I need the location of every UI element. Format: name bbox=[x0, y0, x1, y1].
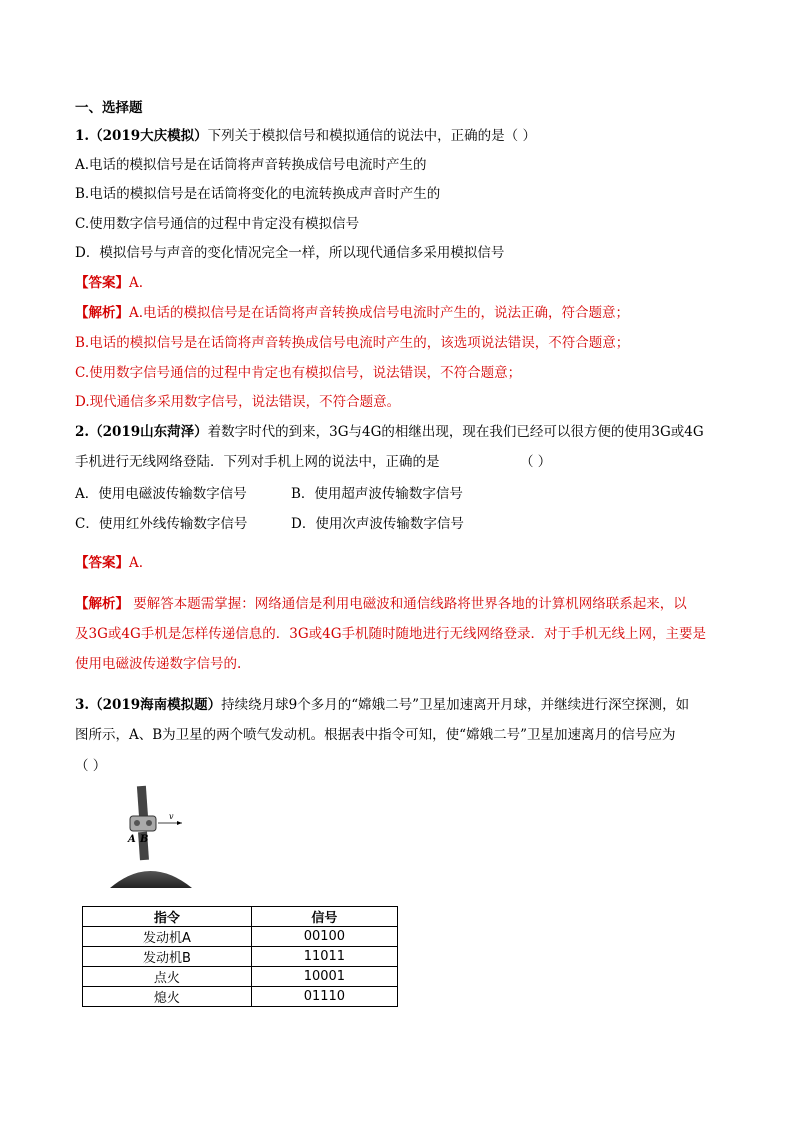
engine-a bbox=[134, 820, 140, 826]
question-3 bbox=[75, 695, 689, 715]
analysis-1-line-4: D.现代通信多采用数字信号，说法错误，不符合题意。 bbox=[75, 394, 401, 410]
table-cell: 01110 bbox=[251, 987, 397, 1007]
question-2-line-2 bbox=[75, 452, 440, 472]
arrow-head bbox=[177, 821, 182, 825]
satellite-body bbox=[130, 816, 156, 831]
question-source: （2019大庆模拟） bbox=[89, 128, 208, 144]
engine-b bbox=[146, 820, 152, 826]
analysis-1-line-3: C.使用数字信号通信的过程中肯定也有模拟信号，说法错误，不符合题意； bbox=[75, 365, 522, 381]
question-number: 1. bbox=[75, 128, 90, 144]
question-number: 3. bbox=[75, 697, 90, 713]
answer-tag: 【答案】 bbox=[75, 275, 129, 291]
label-a: A bbox=[128, 834, 136, 845]
answer-value: A. bbox=[129, 555, 144, 571]
satellite-figure bbox=[108, 782, 192, 888]
analysis-text: A.电话的模拟信号是在话筒将声音转换成信号电流时产生的，说法正确，符合题意； bbox=[129, 305, 630, 321]
question-number: 2. bbox=[75, 424, 90, 440]
question-source: （2019山东菏泽） bbox=[89, 424, 208, 440]
analysis-tag: 【解析】 bbox=[75, 305, 129, 321]
question-1 bbox=[75, 126, 536, 146]
table-row bbox=[83, 927, 398, 947]
table-cell: 11011 bbox=[251, 947, 397, 967]
table-header: 信号 bbox=[251, 907, 397, 927]
option-d: D．模拟信号与声音的变化情况完全一样，所以现代通信多采用模拟信号 bbox=[75, 245, 505, 261]
table-row bbox=[83, 967, 398, 987]
answer-2 bbox=[75, 553, 143, 573]
table-cell: 发动机A bbox=[83, 927, 252, 947]
analysis-text: 要解答本题需掌握：网络通信是利用电磁波和通信线路将世界各地的计算机网络联系起来，以 bbox=[129, 596, 687, 612]
question-2 bbox=[75, 422, 704, 442]
table-cell: 熄火 bbox=[83, 987, 252, 1007]
table-cell: 点火 bbox=[83, 967, 252, 987]
solar-panel-top bbox=[137, 786, 148, 817]
answer-1 bbox=[75, 273, 143, 293]
table-header: 指令 bbox=[83, 907, 252, 927]
section-title: 一、选择题 bbox=[75, 100, 143, 116]
table-row bbox=[83, 987, 398, 1007]
analysis-1-line-1 bbox=[75, 303, 629, 323]
option-b: B.电话的模拟信号是在话筒将变化的电流转换成声音时产生的 bbox=[75, 186, 441, 202]
option-d: D．使用次声波传输数字信号 bbox=[291, 516, 464, 532]
analysis-2-line-3: 使用电磁波传递数字信号的. bbox=[75, 656, 242, 672]
moon-surface bbox=[110, 871, 192, 888]
label-b: B bbox=[140, 834, 149, 845]
analysis-2-line-1 bbox=[75, 594, 687, 614]
signal-table bbox=[82, 906, 398, 1007]
answer-tag: 【答案】 bbox=[75, 555, 129, 571]
answer-paren: （ ） bbox=[75, 758, 107, 774]
velocity-label: v bbox=[169, 812, 174, 821]
analysis-1-line-2: B.电话的模拟信号是在话筒将声音转换成信号电流时产生的，该选项说法错误，不符合题意； bbox=[75, 335, 630, 351]
analysis-2-line-2: 及3G或4G手机是怎样传递信息的．3G或4G手机随时随地进行无线网络登录．对于手机无线上网，主要是 bbox=[75, 626, 706, 642]
option-a: A．使用电磁波传输数字信号 bbox=[75, 486, 247, 502]
analysis-tag: 【解析】 bbox=[75, 596, 129, 612]
question-stem: 手机进行无线网络登陆．下列对手机上网的说法中，正确的是 bbox=[75, 454, 440, 470]
question-stem: 持续绕月球9个多月的“嫦娥二号”卫星加速离开月球，并继续进行深空探测，如 bbox=[221, 697, 690, 713]
question-3-line-2: 图所示，A、B为卫星的两个喷气发动机。根据表中指令可知，使“嫦娥二号”卫星加速离月的信号应为 bbox=[75, 727, 676, 743]
question-stem: 下列关于模拟信号和模拟通信的说法中，正确的是（ ） bbox=[207, 128, 536, 144]
option-c: C．使用红外线传输数字信号 bbox=[75, 516, 248, 532]
table-cell: 00100 bbox=[251, 927, 397, 947]
option-b: B．使用超声波传输数字信号 bbox=[291, 486, 463, 502]
answer-value: A. bbox=[129, 275, 144, 291]
table-header-row bbox=[83, 907, 398, 927]
table-cell: 发动机B bbox=[83, 947, 252, 967]
option-c: C.使用数字信号通信的过程中肯定没有模拟信号 bbox=[75, 216, 360, 232]
answer-paren: （ ） bbox=[520, 454, 552, 470]
table-row bbox=[83, 947, 398, 967]
option-a: A.电话的模拟信号是在话筒将声音转换成信号电流时产生的 bbox=[75, 157, 427, 173]
question-stem: 着数字时代的到来，3G与4G的相继出现，现在我们已经可以很方便的使用3G或4G bbox=[207, 424, 704, 440]
question-source: （2019海南模拟题） bbox=[89, 697, 222, 713]
table-cell: 10001 bbox=[251, 967, 397, 987]
